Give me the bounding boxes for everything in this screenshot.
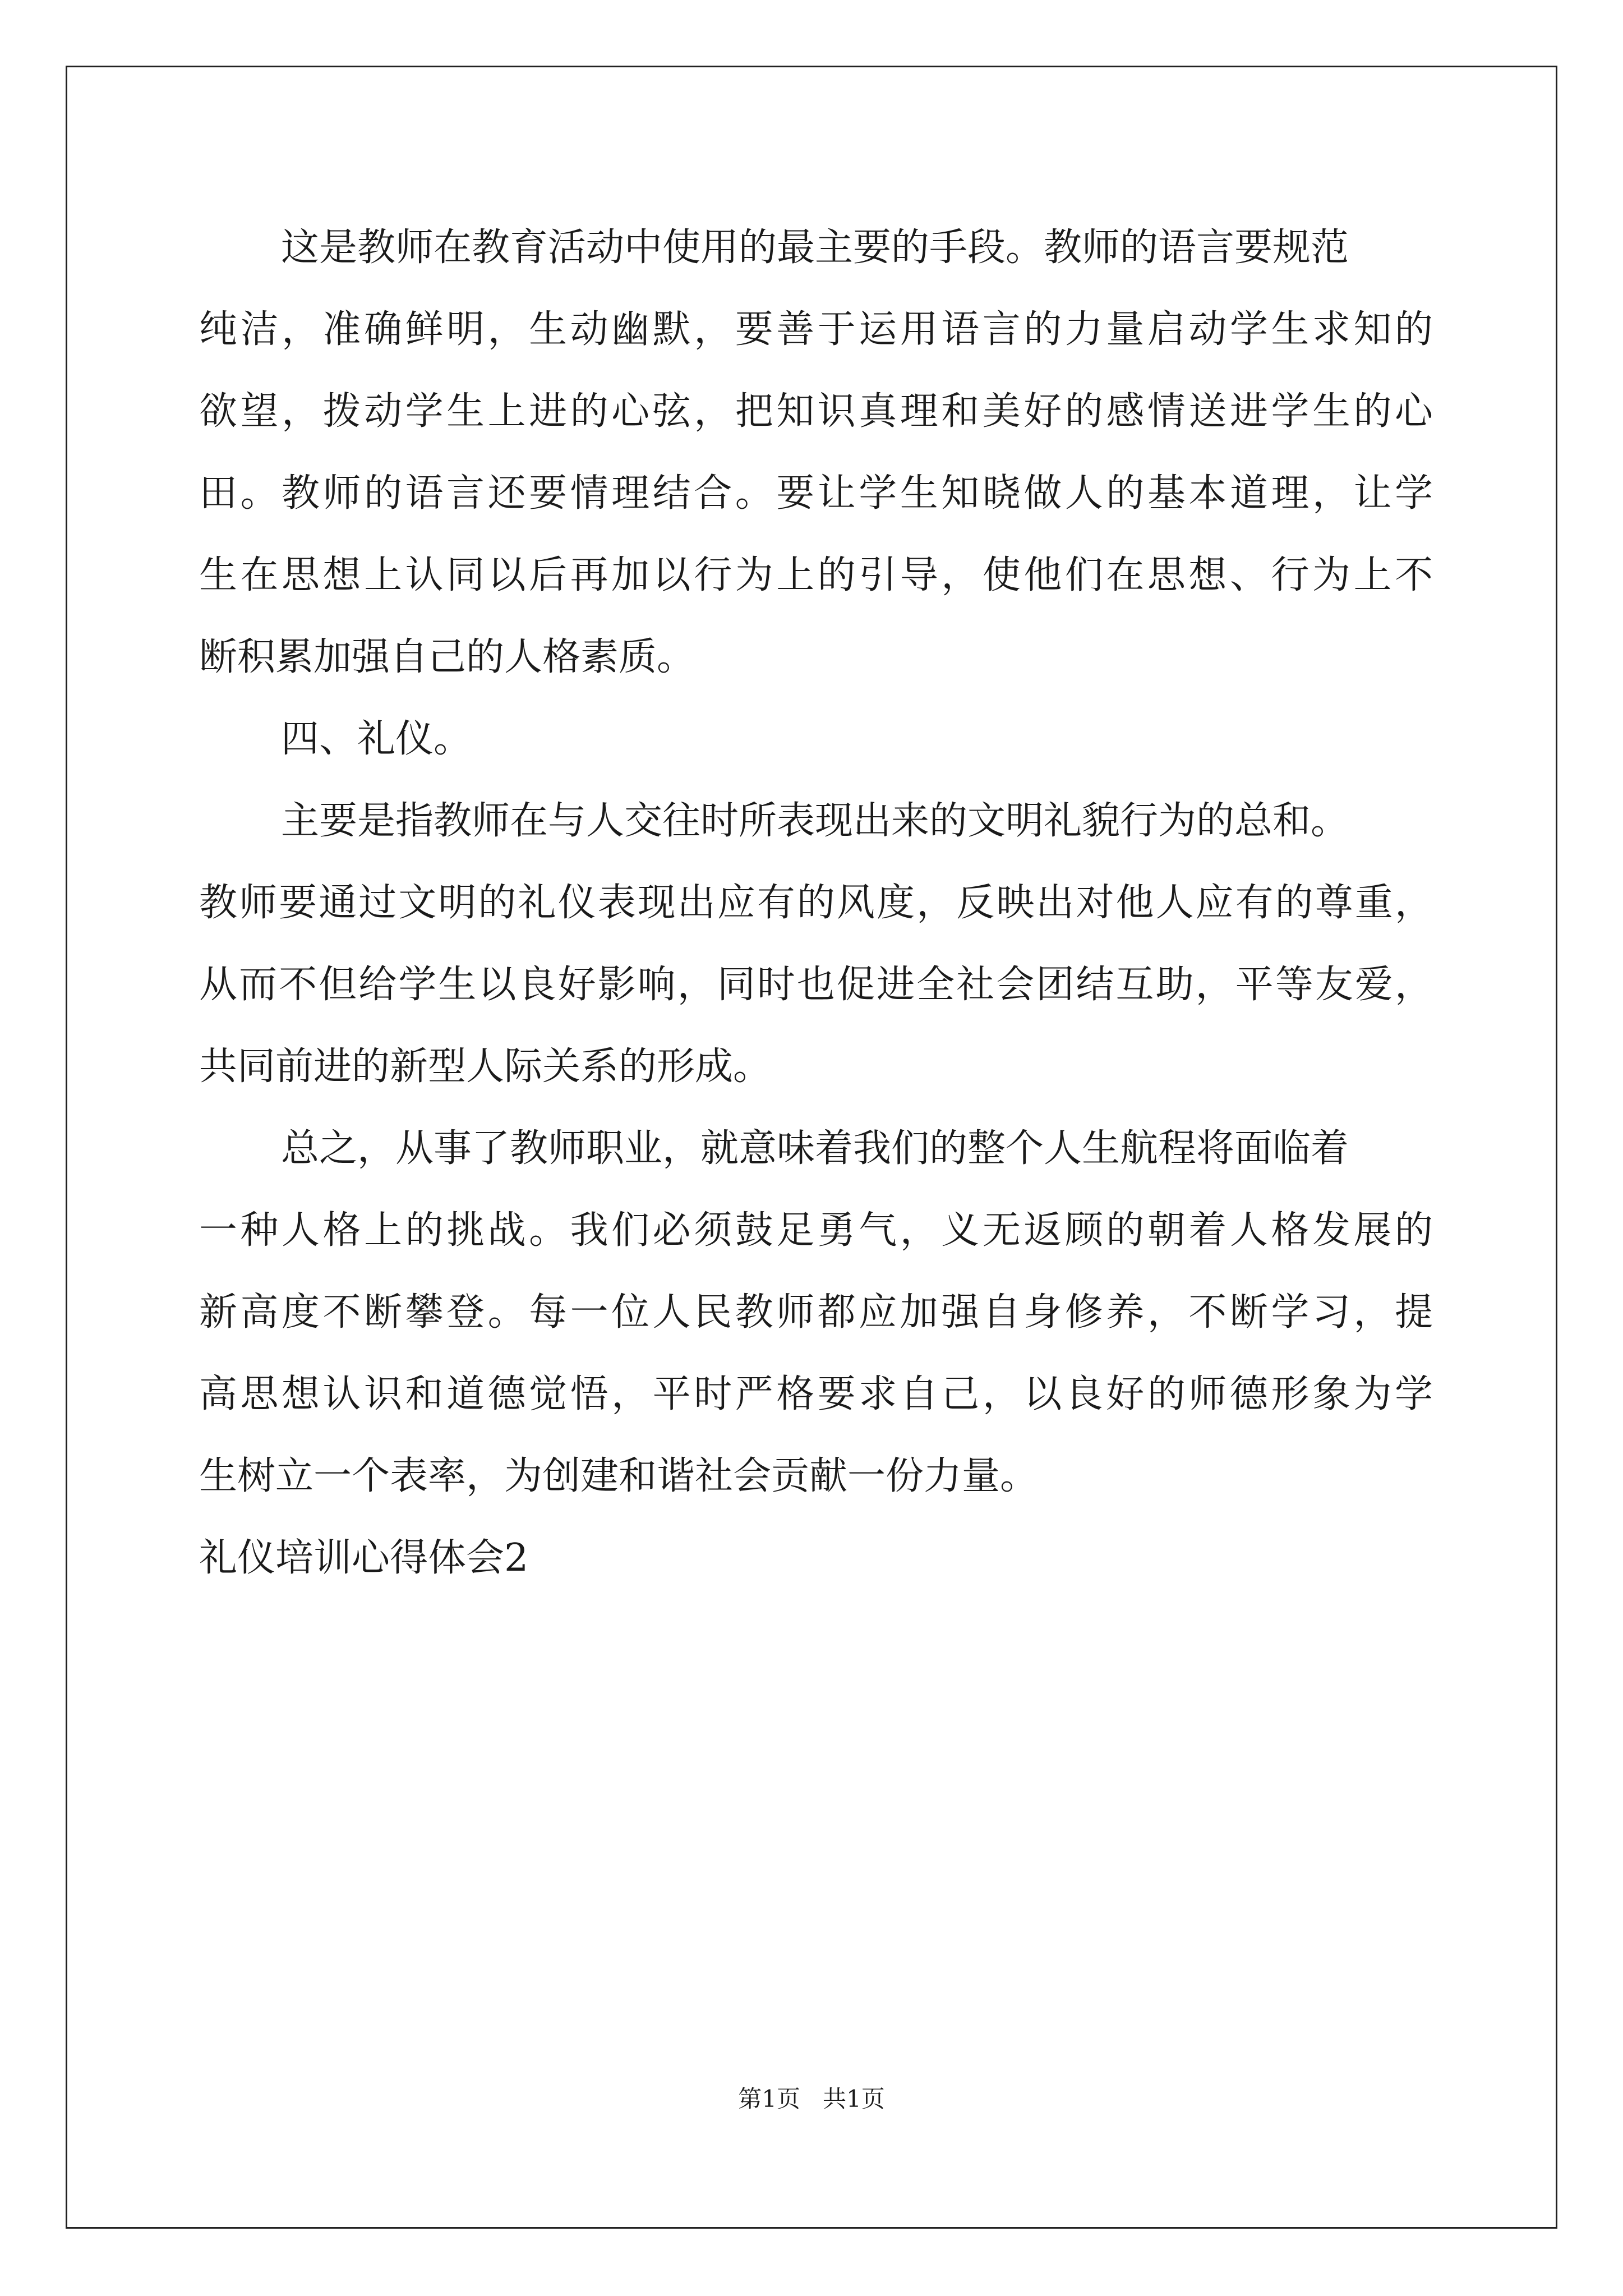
paragraph-line: 生树立一个表率，为创建和谐社会贡献一份力量。: [199, 1454, 1039, 1498]
paragraph-line: 共同前进的新型人际关系的形成。: [199, 1045, 772, 1089]
paragraph-line: 田。教师的语言还要情理结合。要让学生知晓做人的基本道理，让学: [199, 471, 1433, 516]
paragraph-line: 一种人格上的挑战。我们必须鼓足勇气，义无返顾的朝着人格发展的: [199, 1208, 1433, 1253]
paragraph-line: 断积累加强自己的人格素质。: [199, 635, 695, 679]
paragraph-line: 主要是指教师在与人交往时所表现出来的文明礼貌行为的总和。: [281, 799, 1349, 843]
paragraph-line: 新高度不断攀登。每一位人民教师都应加强自身修养，不断学习，提: [199, 1290, 1433, 1335]
paragraph-line: 这是教师在教育活动中使用的最主要的手段。教师的语言要规范: [281, 226, 1349, 270]
section-heading: 四、礼仪。: [281, 717, 472, 761]
paragraph-line: 从而不但给学生以良好影响，同时也促进全社会团结互助，平等友爱，: [199, 963, 1433, 1007]
paragraph-line: 欲望，拨动学生上进的心弦，把知识真理和美好的感情送进学生的心: [199, 389, 1433, 434]
paragraph-line: 总之，从事了教师职业，就意味着我们的整个人生航程将面临着: [281, 1126, 1349, 1171]
page-footer: 第1页 共1页: [738, 2085, 885, 2113]
document-title: 礼仪培训心得体会2: [199, 1536, 529, 1580]
paragraph-line: 教师要通过文明的礼仪表现出应有的风度，反映出对他人应有的尊重，: [199, 881, 1433, 925]
paragraph-line: 生在思想上认同以后再加以行为上的引导，使他们在思想、行为上不: [199, 553, 1433, 597]
paragraph-line: 高思想认识和道德觉悟，平时严格要求自己，以良好的师德形象为学: [199, 1372, 1433, 1416]
paragraph-line: 纯洁，准确鲜明，生动幽默，要善于运用语言的力量启动学生求知的: [199, 307, 1433, 352]
